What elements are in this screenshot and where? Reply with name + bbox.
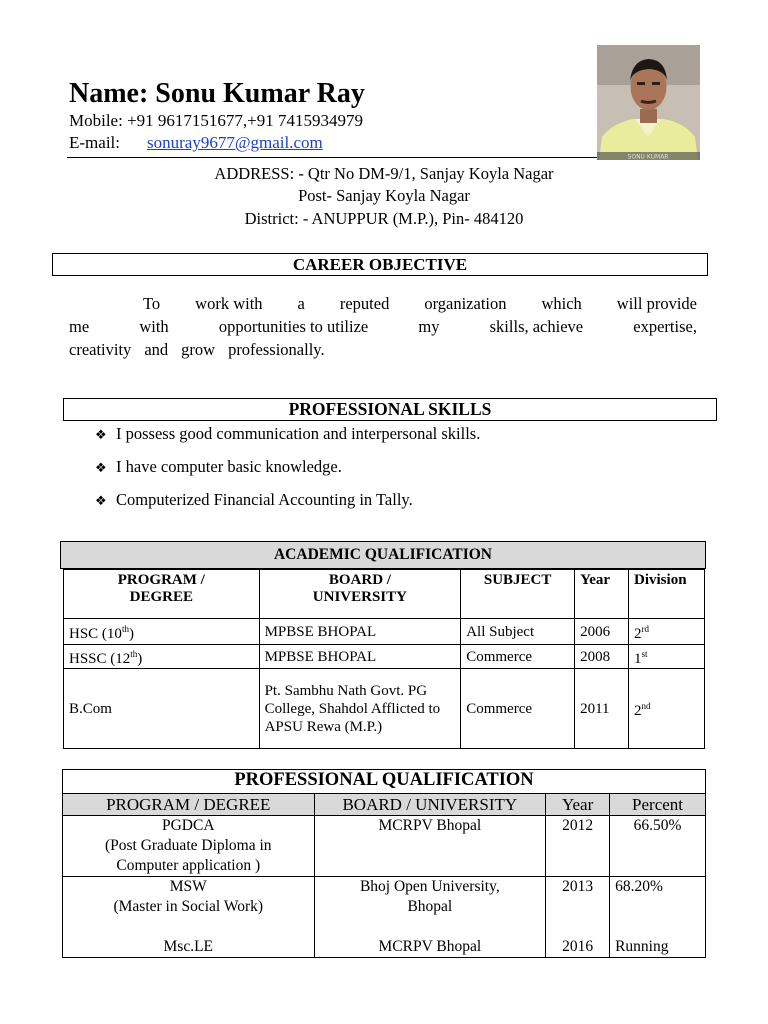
col-subject: SUBJECT — [461, 570, 575, 619]
cell-year: 2011 — [575, 669, 629, 749]
cell-division — [629, 619, 705, 645]
word: opportunities to utilize — [218, 317, 369, 336]
header-text: PROGRAM / — [117, 572, 205, 588]
word: which — [541, 294, 582, 313]
address-line-2: Post- Sanjay Koyla Nagar — [298, 186, 470, 205]
col-year: Year — [546, 794, 610, 816]
word: work with — [195, 294, 263, 313]
cell-text: ) — [128, 626, 134, 642]
cell-program — [64, 619, 260, 645]
cell-text: 1 — [634, 651, 642, 667]
word: my — [418, 317, 440, 336]
cell-board: Pt. Sambhu Nath Govt. PG College, Shahdol Afflicted to APSU Rewa (M.P.) — [259, 669, 461, 749]
cell-text: ) — [137, 651, 143, 667]
word: organization — [424, 294, 507, 313]
word: skills, achieve — [489, 317, 584, 336]
skill-item — [95, 457, 342, 477]
table-header-row — [63, 794, 706, 816]
cell-text: Msc.LE — [163, 938, 214, 955]
table-row — [64, 669, 705, 749]
cell-board — [314, 877, 546, 958]
cell-year: 2006 — [575, 619, 629, 645]
profile-photo-illustration — [597, 45, 700, 160]
header-text: BOARD / — [328, 572, 391, 588]
objective-line-2 — [69, 315, 697, 338]
skill-text: I possess good communication and interpersonal skills. — [116, 424, 481, 443]
cell-percent — [610, 877, 706, 958]
cell-subject: Commerce — [461, 669, 575, 749]
table-header-row — [64, 570, 705, 619]
address-line-1: ADDRESS: - Qtr No DM-9/1, Sanjay Koyla Nagar — [214, 164, 554, 183]
cell-text: MCRPV Bhopal — [378, 938, 482, 955]
cell-text: MSW — [169, 878, 207, 895]
col-year: Year — [575, 570, 629, 619]
table-row — [63, 877, 706, 958]
email-label: E-mail: — [69, 133, 120, 152]
cell-program — [63, 877, 315, 958]
cell-text: 2 — [634, 626, 642, 642]
mobile-numbers: Mobile: +91 9617151677,+91 7415934979 — [69, 111, 364, 130]
diamond-bullet-icon: ❖ — [95, 428, 107, 443]
career-objective-heading: CAREER OBJECTIVE — [52, 253, 708, 276]
cell-percent: 66.50% — [610, 816, 706, 877]
cell-subject: Commerce — [461, 645, 575, 669]
email-line — [69, 133, 323, 153]
diamond-bullet-icon: ❖ — [95, 494, 107, 509]
cell-text: Bhopal — [407, 898, 453, 915]
skill-item — [95, 490, 413, 510]
diamond-bullet-icon: ❖ — [95, 461, 107, 476]
cell-text: Bhoj Open University, — [359, 878, 500, 895]
word: and — [144, 340, 169, 359]
word: To — [143, 294, 161, 313]
cell-year: 2012 — [546, 816, 610, 877]
professional-table — [62, 769, 706, 958]
professional-skills-heading: PROFESSIONAL SKILLS — [63, 398, 717, 421]
cell-text: (Post Graduate Diploma in — [104, 837, 272, 854]
cell-sup: th — [130, 649, 138, 659]
word: creativity — [69, 340, 132, 359]
word: a — [297, 294, 305, 313]
table-row — [64, 619, 705, 645]
word: professionally. — [228, 340, 325, 359]
profile-photo — [597, 45, 700, 160]
objective-line-3 — [69, 338, 697, 361]
skill-item — [95, 424, 480, 444]
cell-board: MCRPV Bhopal — [314, 816, 546, 877]
email-link[interactable]: sonuray9677@gmail.com — [147, 133, 323, 152]
cell-text: (Master in Social Work) — [113, 898, 264, 915]
cell-program — [64, 645, 260, 669]
table-row — [64, 645, 705, 669]
photo-caption: SONU KUMAR — [627, 153, 669, 160]
cell-text: 2016 — [562, 938, 594, 955]
col-program — [64, 570, 260, 619]
cell-program — [63, 816, 315, 877]
cell-board: MPBSE BHOPAL — [259, 619, 461, 645]
cell-sup: rd — [641, 624, 650, 634]
col-board — [259, 570, 461, 619]
cell-board: MPBSE BHOPAL — [259, 645, 461, 669]
professional-qualification-heading-row — [63, 770, 706, 794]
address-line-3: District: - ANUPPUR (M.P.), Pin- 484120 — [244, 209, 524, 228]
cell-subject: All Subject — [461, 619, 575, 645]
col-division: Division — [629, 570, 705, 619]
word: with — [139, 317, 169, 336]
header-text: UNIVERSITY — [312, 589, 407, 605]
cell-text: 2013 — [562, 878, 594, 895]
cell-sup: st — [641, 649, 648, 659]
cell-text: 68.20% — [615, 878, 663, 895]
word: reputed — [339, 294, 390, 313]
word: me — [69, 317, 90, 336]
col-program: PROGRAM / DEGREE — [63, 794, 315, 816]
academic-qualification-heading: ACADEMIC QUALIFICATION — [60, 541, 706, 569]
candidate-name: Name: Sonu Kumar Ray — [69, 78, 365, 109]
cell-division — [629, 645, 705, 669]
col-board: BOARD / UNIVERSITY — [314, 794, 546, 816]
header-text: DEGREE — [129, 589, 193, 605]
cell-year: 2008 — [575, 645, 629, 669]
cell-text: HSSC (12 — [69, 651, 131, 667]
career-objective-text — [69, 292, 697, 361]
cell-program: B.Com — [64, 669, 260, 749]
cell-sup: nd — [641, 701, 651, 711]
table-row — [63, 816, 706, 877]
academic-table — [63, 569, 705, 749]
word: will provide — [616, 294, 697, 313]
word: grow — [181, 340, 216, 359]
professional-qualification-heading: PROFESSIONAL QUALIFICATION — [63, 770, 706, 794]
cell-text: PGDCA — [161, 817, 215, 834]
word: expertise, — [633, 317, 697, 336]
cell-sup: th — [121, 624, 129, 634]
cell-year — [546, 877, 610, 958]
cell-text: 2 — [634, 703, 642, 719]
skill-text: Computerized Financial Accounting in Tally. — [116, 490, 413, 509]
col-percent: Percent — [610, 794, 706, 816]
objective-line-1 — [69, 292, 697, 315]
cell-division — [629, 669, 705, 749]
cell-text: Running — [615, 938, 669, 955]
cell-text: Computer application ) — [116, 857, 261, 874]
skill-text: I have computer basic knowledge. — [116, 457, 342, 476]
cell-text: HSC (10 — [69, 626, 122, 642]
